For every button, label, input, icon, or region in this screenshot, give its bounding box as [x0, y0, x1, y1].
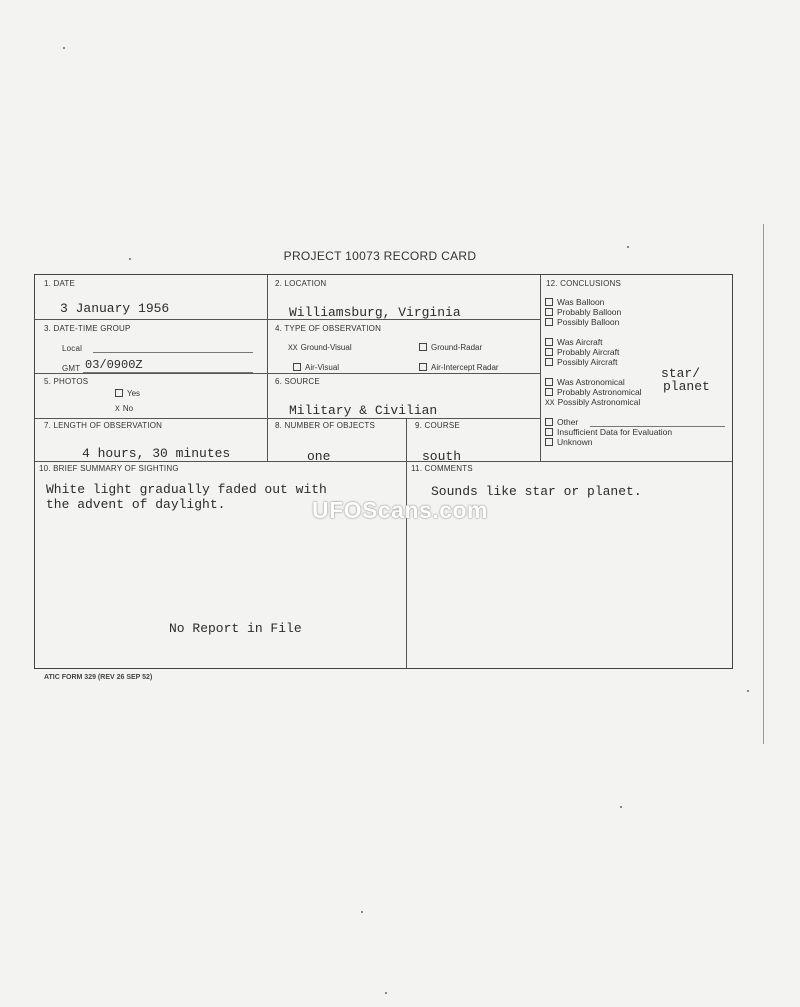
checkbox-icon	[545, 348, 553, 356]
divider	[35, 418, 540, 419]
conclusion-item	[545, 377, 625, 387]
course-value: south	[422, 449, 462, 464]
summary-line1: White light gradually faded out with	[46, 482, 327, 497]
checkbox-icon	[293, 363, 301, 371]
air-intercept-label: Air-Intercept Radar	[431, 363, 499, 372]
conclusion-label: Possibly Astronomical	[557, 397, 641, 407]
divider	[35, 373, 540, 374]
conclusion-item	[545, 417, 578, 427]
checkbox-icon	[545, 308, 553, 316]
air-visual-label: Air-Visual	[305, 363, 340, 372]
record-card	[34, 274, 733, 669]
local-line	[93, 352, 253, 353]
scan-speck	[361, 911, 363, 913]
conclusion-item	[545, 387, 642, 397]
conclusion-item	[545, 337, 603, 347]
photos-yes-option	[115, 389, 140, 398]
checkbox-icon	[545, 428, 553, 436]
conclusion-label: Was Aircraft	[557, 337, 603, 347]
checkbox-icon	[545, 298, 553, 306]
watermark: UFOScans.com	[312, 497, 488, 523]
conclusion-note-line2: planet	[663, 379, 710, 394]
summary-line2: the advent of daylight.	[46, 497, 226, 512]
conclusion-label: Was Astronomical	[557, 377, 625, 387]
conclusion-label: Was Balloon	[557, 297, 605, 307]
form-number: ATIC FORM 329 (REV 26 SEP 52)	[44, 674, 153, 681]
conclusion-label: Unknown	[557, 437, 593, 447]
photos-no-option	[115, 404, 133, 414]
conclusion-item	[545, 357, 617, 367]
conclusion-item	[545, 307, 621, 317]
photos-yes-label: Yes	[127, 389, 141, 398]
photos-label: 5. PHOTOS	[44, 377, 89, 386]
conclusion-item	[545, 397, 640, 409]
date-value: 3 January 1956	[60, 301, 170, 316]
summary-label: 10. BRIEF SUMMARY OF SIGHTING	[39, 464, 179, 473]
gmt-value: 03/0900Z	[85, 358, 143, 372]
air-visual-option	[293, 363, 339, 372]
ground-visual-label: Ground-Visual	[300, 343, 352, 352]
location-value: Williamsburg, Virginia	[289, 305, 461, 320]
checked-mark: X	[115, 405, 120, 414]
checkbox-icon	[545, 388, 553, 396]
card-title: PROJECT 10073 RECORD CARD	[283, 249, 477, 263]
conclusion-item	[545, 297, 604, 307]
checkbox-icon	[545, 338, 553, 346]
divider	[35, 461, 732, 462]
divider	[35, 319, 540, 320]
source-label: 6. SOURCE	[275, 377, 320, 386]
checkbox-icon	[419, 343, 427, 351]
conclusion-item	[545, 317, 619, 327]
gmt-line	[83, 372, 253, 373]
checkbox-icon	[545, 318, 553, 326]
location-label: 2. LOCATION	[275, 279, 327, 288]
checkbox-icon	[115, 389, 123, 397]
type-observation-label: 4. TYPE OF OBSERVATION	[275, 324, 382, 333]
air-intercept-option	[419, 363, 499, 372]
scan-speck	[129, 258, 131, 260]
checkbox-icon	[545, 378, 553, 386]
no-report-text: No Report in File	[169, 621, 302, 636]
ground-visual-option	[288, 343, 352, 353]
checkbox-icon	[419, 363, 427, 371]
conclusion-label: Other	[557, 417, 579, 427]
conclusion-label: Insufficient Data for Evaluation	[557, 427, 673, 437]
checkbox-icon	[545, 438, 553, 446]
checkbox-icon	[545, 418, 553, 426]
num-objects-value: one	[307, 449, 331, 464]
num-objects-label: 8. NUMBER OF OBJECTS	[275, 421, 376, 430]
conclusion-item	[545, 437, 592, 447]
conclusion-item	[545, 347, 619, 357]
conclusions-label: 12. CONCLUSIONS	[546, 279, 622, 288]
local-label: Local	[62, 344, 83, 353]
datetime-group-label: 3. DATE-TIME GROUP	[44, 324, 131, 333]
conclusion-note-line1: star/	[661, 366, 701, 381]
date-label: 1. DATE	[44, 279, 76, 288]
scan-speck	[747, 690, 749, 692]
conclusion-label: Probably Astronomical	[557, 387, 642, 397]
gmt-label: GMT	[62, 364, 81, 373]
photos-no-label: No	[122, 404, 134, 413]
length-label: 7. LENGTH OF OBSERVATION	[44, 421, 163, 430]
conclusion-label: Probably Aircraft	[557, 347, 620, 357]
course-label: 9. COURSE	[415, 421, 460, 430]
checked-mark: XX	[288, 344, 298, 353]
divider	[540, 275, 541, 461]
length-value: 4 hours, 30 minutes	[82, 446, 231, 461]
conclusion-item	[545, 427, 672, 437]
conclusion-label: Possibly Balloon	[557, 317, 620, 327]
scan-speck	[63, 47, 65, 49]
conclusion-label: Probably Balloon	[557, 307, 622, 317]
checked-mark: XX	[545, 399, 555, 408]
divider	[267, 275, 268, 461]
checkbox-icon	[545, 358, 553, 366]
page-edge-shadow	[763, 224, 764, 744]
scan-speck	[627, 246, 629, 248]
scan-speck	[620, 806, 622, 808]
comments-label: 11. COMMENTS	[411, 464, 473, 473]
ground-radar-label: Ground-Radar	[431, 343, 483, 352]
ground-radar-option	[419, 343, 482, 352]
scan-speck	[385, 992, 387, 994]
conclusion-label: Possibly Aircraft	[557, 357, 618, 367]
divider	[406, 418, 407, 668]
comments-value: Sounds like star or planet.	[431, 484, 642, 499]
source-value: Military & Civilian	[289, 403, 438, 418]
